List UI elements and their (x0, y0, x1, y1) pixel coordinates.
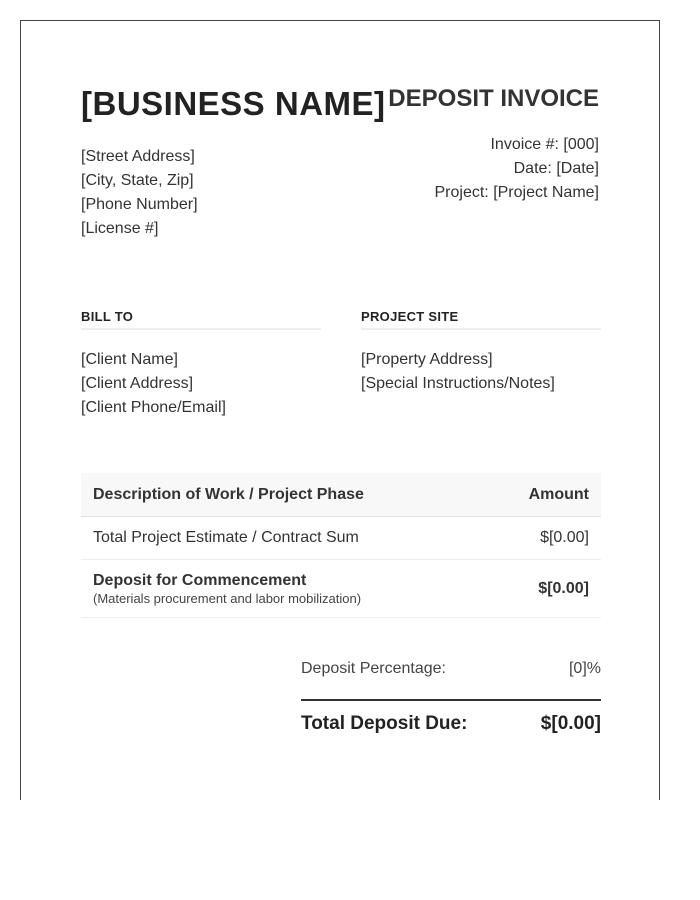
row-description-cell (81, 560, 485, 618)
project-site-section (361, 309, 601, 396)
description-column-header: Description of Work / Project Phase (81, 473, 485, 517)
deposit-percentage-label: Deposit Percentage: (301, 660, 446, 677)
table-row (81, 560, 601, 618)
table-row (81, 517, 601, 560)
amount-column-header: Amount (485, 473, 601, 517)
total-due-label: Total Deposit Due: (301, 713, 468, 734)
bill-to-heading: BILL TO (81, 309, 321, 330)
invoice-meta (435, 133, 600, 205)
row-amount: $[0.00] (485, 560, 601, 618)
project-site-lines (361, 348, 601, 396)
license-number: [License #] (81, 220, 159, 237)
deposit-percentage-line (301, 657, 601, 681)
client-address: [Client Address] (81, 375, 194, 392)
summary-divider (301, 699, 601, 701)
row-amount: $[0.00] (485, 517, 601, 560)
line-items-table (81, 473, 601, 618)
row-description: Deposit for Commencement (93, 571, 307, 589)
row-note: (Materials procurement and labor mobilization) (93, 590, 362, 606)
project-site-heading: PROJECT SITE (361, 309, 601, 330)
city-state-zip: [City, State, Zip] (81, 172, 194, 189)
invoice-date: Date: [Date] (513, 160, 599, 177)
property-address: [Property Address] (361, 351, 493, 368)
client-name: [Client Name] (81, 351, 178, 368)
document-title: DEPOSIT INVOICE (388, 85, 599, 112)
special-instructions: [Special Instructions/Notes] (361, 375, 555, 392)
invoice-page (20, 20, 660, 800)
invoice-project: Project: [Project Name] (434, 184, 599, 201)
street-address: [Street Address] (81, 148, 195, 165)
phone-number: [Phone Number] (81, 196, 198, 213)
client-contact: [Client Phone/Email] (81, 399, 226, 416)
deposit-percentage-value: [0]% (568, 660, 601, 677)
bill-to-lines (81, 348, 321, 420)
summary-section (301, 657, 601, 735)
row-description: Total Project Estimate / Contract Sum (81, 517, 485, 560)
total-due-line (301, 713, 601, 735)
table-header-row (81, 473, 601, 517)
business-name: [BUSINESS NAME] (81, 85, 386, 122)
total-due-value: $[0.00] (540, 713, 601, 734)
business-address (81, 145, 198, 241)
bill-to-section (81, 309, 321, 420)
invoice-number: Invoice #: [000] (490, 136, 599, 153)
